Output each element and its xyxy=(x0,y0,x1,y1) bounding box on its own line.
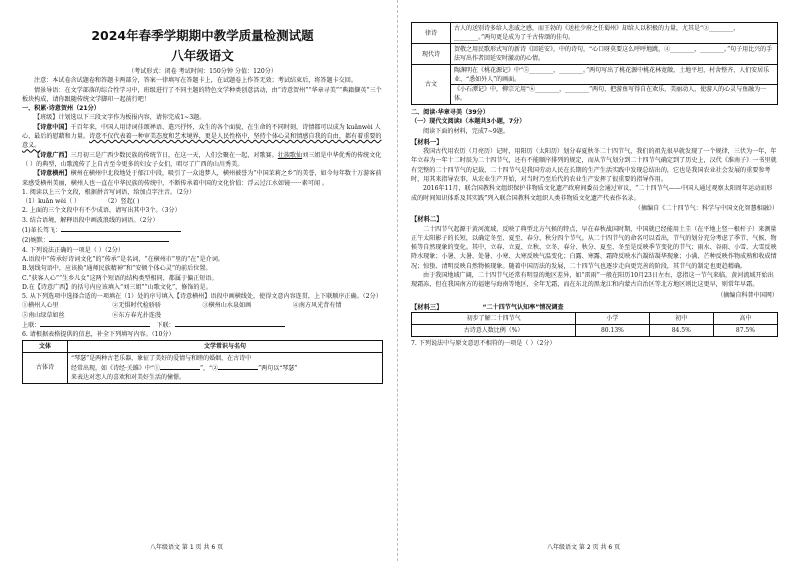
material-2-source: （摘编自科普中国网） xyxy=(717,291,778,299)
notice: 注意：本试卷含试题卷和答题卡两部分，答案一律填写在答题卡上，在试题卷上作答无效；考试结束后，将答题卡交回。 xyxy=(34,77,357,85)
passage-body: 千百年来，中国人用诗词佳颂禅语、遣兴抒怀，众生的各个面貌，在生命的不同时刻，诗情都可以成为 kuǎnwèi 人心、最后的慰藉和力量。 xyxy=(22,123,381,141)
question-6: 6. 请根据表格提供的信息，补全下列填写内容。（10分） xyxy=(22,331,175,339)
material-1-source: （摘编自《二十四节气：科学与中国文化智慧相融》） xyxy=(634,204,778,212)
question-2: 2. 上面的三个文段中有不少成语，请写出其中3个。（3分） xyxy=(22,207,181,215)
literature-table xyxy=(22,340,383,384)
table-header: 文学常识与名句 xyxy=(68,340,383,352)
q3-b-label: (2)婉默： xyxy=(22,237,49,245)
survey-col-header: 初步了解二十四节气 xyxy=(412,313,576,325)
q1-part-a: （1）kuǎn wèi（ ） xyxy=(22,198,81,206)
answer-blank xyxy=(175,320,285,327)
section2-sub: （一）现代文阅读Ⅰ（本题共3小题，7分） xyxy=(411,118,526,126)
answer-blank xyxy=(218,363,258,370)
question-5: 5. 从下列选项中选择合适的一项填在（1）处的序号填入【诗意横州】语段中画横线处，使得文意内容连贯，上下联顺序正确。（2分） xyxy=(22,293,382,301)
material-1-para1: 我国古代用农历（月亮历）记时，用阳历（太阳历）划分春夏秋冬二十四节气，我们的祖先很早就发现了一个规律，三伏为一年，年年立春为一年十二时辰为二十四节气，还有不能顺序排列的规定，而从节气划分到二十四节气确定到了历史上，汉代《淮南子》一书里就有完整的二十四节气的记载，二十四节气是我国劳动人民在长期的生产生活实践中发现总结出的，它也是我国农业社会发展的重要参考时，用其来指导农事，从农业生产开始，对当时乃至后代的农业生产发挥了很重要的指导作用。 xyxy=(411,148,777,184)
survey-col-header: 高中 xyxy=(713,313,777,325)
passage-tail: 刘三姐是中华优秀的传统文化（ ）的典型，山歌流传了上自古至今更多的妇女子女们，唱尽了广西的山川秀美。 xyxy=(22,151,382,168)
table-header: 文体 xyxy=(23,340,68,352)
q5-option: ①横州人心里 xyxy=(22,302,59,310)
q5-down-label: 下联： xyxy=(156,322,175,330)
exam-title: 2024年春季学期期中教学质量检测试题 xyxy=(91,28,314,43)
q5-options xyxy=(22,301,383,320)
q5-option: ⑥东方春光扑连漫 xyxy=(112,311,161,319)
exam-info: （考试形式：闭卷 考试时间：150分钟 分值：120分） xyxy=(127,68,277,75)
question-1-parts xyxy=(22,197,383,206)
answer-blank xyxy=(49,235,169,242)
passage-body: 三月初三是广西少数民族的传统节日，在这一天，人们会聚在一起，对歌赛。 xyxy=(70,151,278,159)
page-footer: 八年级语文 第 1 页 共 6 页 xyxy=(150,544,224,551)
passage-head: 【诗意横州】 xyxy=(34,170,71,178)
q5-option: ④南方风光背有情 xyxy=(292,302,342,310)
q4-option-a: A.语段中“传承好诗词文化”的“传承”是名词，“在横州市”里的“在”是介词。 xyxy=(22,255,224,263)
material-2-para1: 二十四节气起源于黄河流域，反映了典型北方气候的特点，早在春秋战国时期，中国就已经能用土圭（在平地上竖一根杆子）来测量正午太阳影子的长短，以确定冬至、夏至、春分、秋分四个节气。从二十四节气的命名可以看出，节气的划分充分考虑了季节、气候、物候等自然现象的变化。其中，立春、立夏、立秋、立冬、春分、秋分、夏至、冬至是反映季节变化的节气；雨水、谷雨、小雪、大雪反映降水现象；小暑、大暑、处暑、小寒、大寒反映气温变化；白露、寒露、霜降反映水汽凝结凝华现象；小满、芒种反映作物成熟和收成情况；惊蛰、清明反映自然物候现象。随着中国历法的发展，二十四节气也逐步走向更完善的阶段，其节气的制定也更趋精确。 xyxy=(411,225,777,270)
section1-task: 【班级】计划选以下三段文字作为板报内容，请你完成1~3题。 xyxy=(34,114,206,122)
q5-couplet xyxy=(22,320,383,330)
passage-poetic-guangxi xyxy=(22,151,383,170)
table-cell-content xyxy=(451,65,778,105)
material-3-header xyxy=(411,301,778,312)
table-cell-content: 古人的送别诗多给人悲戚之感，而王勃的《送杜少府之任蜀州》却给人以积极的力量，尤其是“③________，________。”两句更是成为了千古传颂的佳句。 xyxy=(451,23,778,44)
table-cell-type: 现代诗 xyxy=(412,44,451,65)
table-line: 来表达对恋人的喜欢和对美好生活的憧憬。 xyxy=(71,373,186,381)
table-cell-type: 古文 xyxy=(412,65,451,105)
material-2-para2: 由于我国地域广阔，二十四节气还常有明显的地区差异，如“雷雨”一般在阳历10月23日左右，意指这一节气来临，黄河流域开始出现霜冻，但在我国南方的福建与海南等地区，全年无霜，而在东北的黑龙江和内蒙古自治区等北方地区则比这更早，则常年早霜。 xyxy=(411,272,774,289)
page-footer: 八年级语文 第 2 页 共 6 页 xyxy=(547,544,621,551)
passage-head: 【诗意广西】 xyxy=(34,151,71,159)
question-3: 3. 结合语境，解释语段中画波浪线的词语。（2分） xyxy=(22,216,159,224)
table-line xyxy=(71,363,379,373)
right-page xyxy=(397,0,794,561)
survey-col-header: 小学 xyxy=(576,313,650,325)
table-cell-content xyxy=(68,352,383,383)
section1-heading: 一、积累·诗意贺州（21分） xyxy=(22,105,100,113)
table-cell-content: 贺敬之用民歌形式写的新诗《回延安》，中的诗句，“心口呀莫要这么呼呼地跳，④________，________。”句子用比兴的手法写出作者回延安时激动的心情。 xyxy=(451,44,778,65)
material-1-label: 【材料一】 xyxy=(411,138,443,146)
survey-table xyxy=(411,312,778,337)
line-part: 经常出现。如《诗经·关雎》中“① xyxy=(71,364,160,372)
q3-a-label: (1)革长驾飞： xyxy=(22,227,62,235)
table-cell-type: 律诗 xyxy=(412,23,451,44)
wavy-line-text: 诗意不仅代表着一种审美态度和艺术境界，更是人民性格中，坚持个体心灵和情感自我的自由，都有着重要的意义。 xyxy=(22,133,382,150)
exam-subtitle: 八年级语文 xyxy=(171,48,234,63)
answer-blank xyxy=(160,363,200,370)
material-3-label: 【材料三】 xyxy=(411,303,443,311)
survey-title: “二十四节气认知率”情况调查 xyxy=(482,303,564,311)
intro: 情景导语：在文学部落的综合性学习中，班级进行了不同主题的特色文学种类创意活动，由“诗意贺州”“华章寻美”“典籍撷英”三个板块构成，请你跟随传统文学脚印一起前行吧！ xyxy=(22,86,382,103)
table-line: “琴瑟”是两种古老乐器，象征了美好的爱情与和睦的婚姻，在古诗中 xyxy=(71,354,252,362)
section2-heading: 二、阅读·华章寻美（39分） xyxy=(411,109,489,116)
line-part: ”，“② xyxy=(199,364,219,372)
section2-task: 阅读下面的材料，完成7~9题。 xyxy=(423,127,509,135)
question-4: 4. 下列说法正确的一项是（ ）（2分） xyxy=(22,246,124,254)
survey-value: 84.5% xyxy=(649,325,713,337)
q1-part-b: （2）竖起( ) xyxy=(104,198,140,206)
q5-option: ③横州山水泉如画 xyxy=(202,302,252,310)
underlined-text: 壮族歌仙 xyxy=(277,151,303,159)
answer-blank xyxy=(61,225,181,232)
q4-option-d: D.在【诗意广西】的括号内应该填入“刘三姐”“山歌文化”，修饰的是。 xyxy=(22,283,212,291)
material-1-para2: 2016年11月，联合国教科文组织保护非物质文化遗产政府间委员会通过审议，“二十四节气——中国人通过观察太阳周年运动而形成的时间知识体系及其实践”列入联合国教科文组织人类非物质文化遗产代表作名录。 xyxy=(411,185,773,202)
question-7: 7. 下列说法中与原文意思不相符的一项是（ ）（2分） xyxy=(411,340,556,348)
passage-poetic-china xyxy=(22,123,383,151)
passage-head: 【诗意中国】 xyxy=(34,123,71,131)
question-1: 1. 阅读以上三个文段，根据拼音写词语，给加点字注音。（2分） xyxy=(22,188,196,196)
survey-col-header: 初中 xyxy=(649,313,713,325)
material-2-label: 【材料二】 xyxy=(411,216,443,224)
line-part: ”两句以“琴瑟” xyxy=(258,364,298,372)
passage-body: 横州在横州中北段地处于郁江中段，吸引了一众追梦人，横州被誉为“中国茉莉之乡”的美誉，如今每年数十万游客前来感受横州美丽，横州人也一直在中华民族的传统中，不断传承着中国的文化价值：浮云过江水如镜······素可闻 。 xyxy=(22,170,382,187)
table-line: 陶渊明在《桃花源记》中“⑤________，________。”两句写出了桃花源中桃花林宽敞，土地平坦、村舍整齐、人们安居乐业、“悉如外人”的画面。 xyxy=(454,67,770,83)
q4-option-b: B.划线句语中，应该换“通师民族精神”和“安顿个体心灵”的前后位置。 xyxy=(22,265,212,273)
survey-row-label: 古诗意人数比例（%） xyxy=(412,325,576,337)
q5-up-label: 上联： xyxy=(22,322,41,330)
question-3-a xyxy=(22,225,383,235)
survey-value: 80.13% xyxy=(576,325,650,337)
passage-poetic-hengzhou xyxy=(22,169,383,188)
table-line: 《小石潭记》中，柳宗元用“⑥________，________”两句，把游鱼写得自在欢乐，美丽动人，使游人的心灵与鱼融为一体。 xyxy=(451,84,777,103)
q4-option-c: C.“获客人心”“生乡儿女”这两个短语的结构类型相同，都属于偏正短语。 xyxy=(22,274,218,282)
question-3-b xyxy=(22,235,383,245)
literature-table-continued xyxy=(411,22,778,105)
table-cell-type: 古体诗 xyxy=(23,352,68,383)
answer-blank xyxy=(40,320,150,327)
survey-value: 87.5% xyxy=(713,325,777,337)
q5-option: ②无惧时代检骄骄 xyxy=(112,302,161,310)
q5-option: ⑤南山绿草如丝 xyxy=(22,311,65,319)
